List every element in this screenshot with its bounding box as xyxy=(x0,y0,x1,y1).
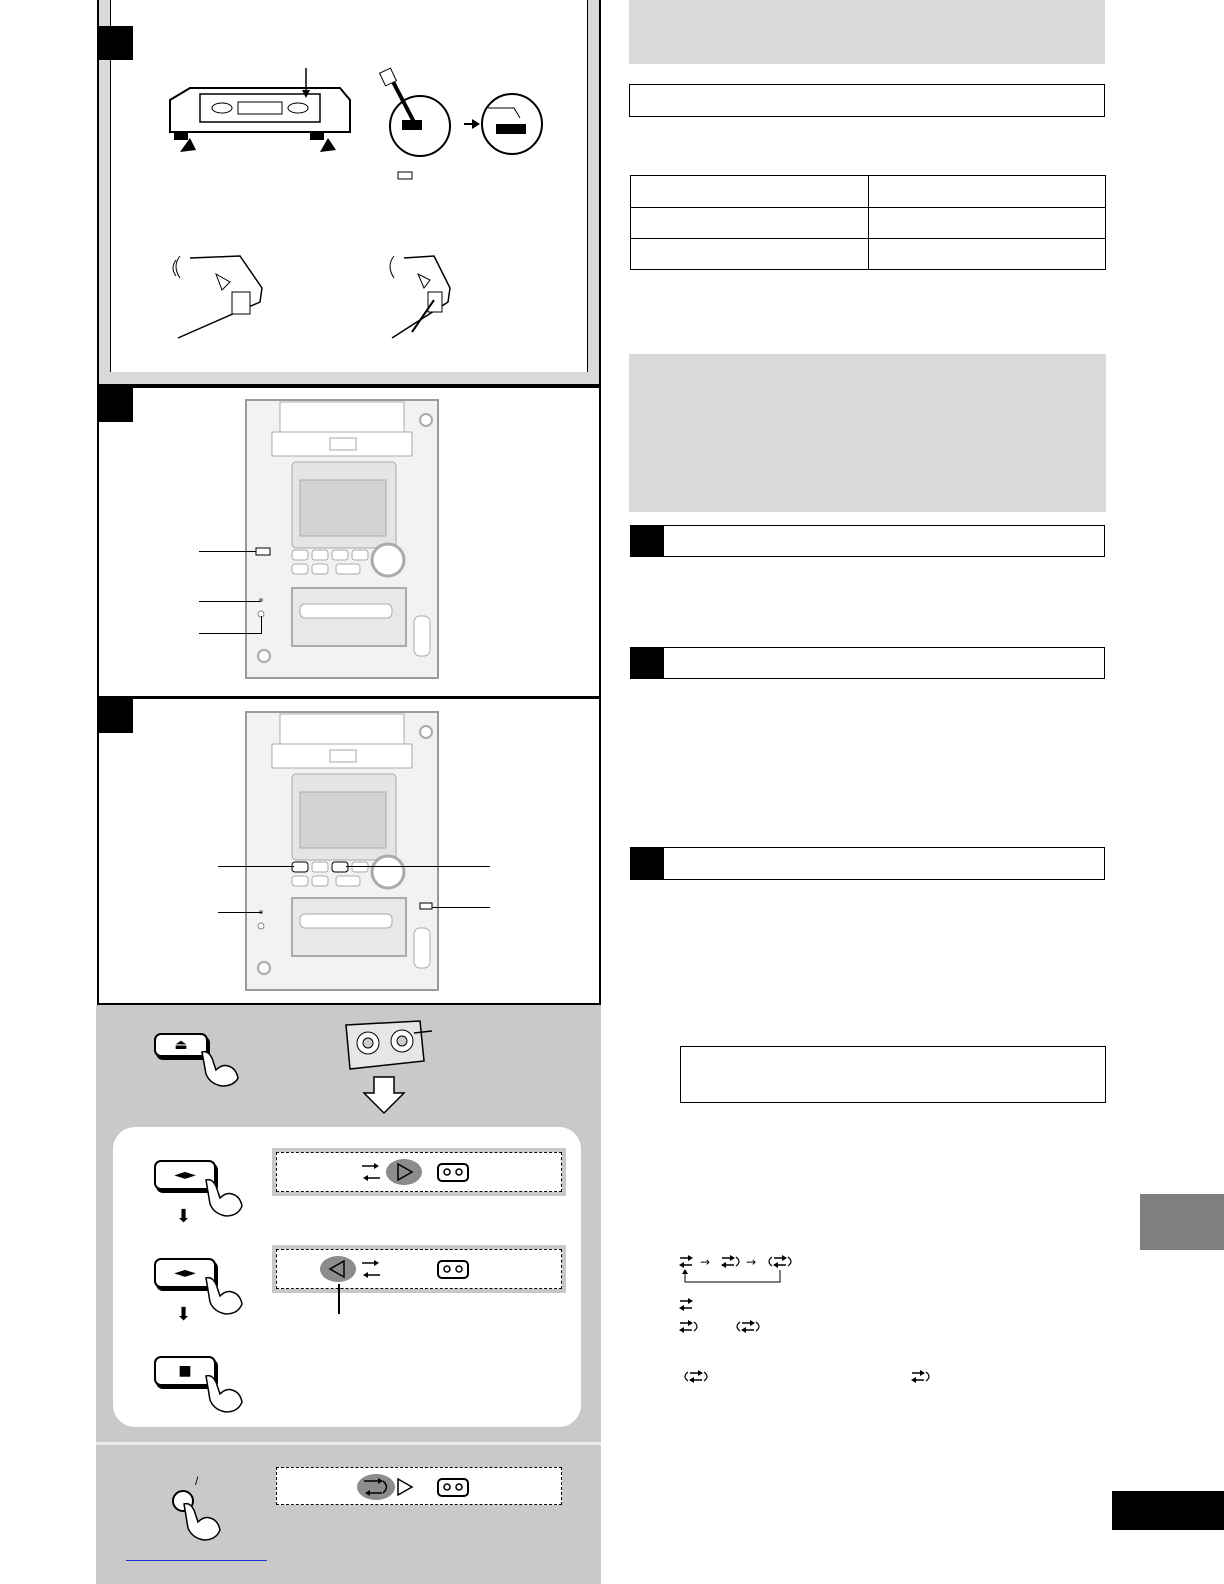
table-cell xyxy=(631,239,869,270)
side-section-tab[interactable] xyxy=(1140,1194,1224,1250)
pointer-line-c-3 xyxy=(346,866,490,867)
direction-button-1[interactable]: ◄► xyxy=(154,1160,216,1190)
cassette-insert-illustration xyxy=(340,1017,450,1117)
table-cell xyxy=(868,208,1106,239)
page-number-tab xyxy=(1112,1491,1224,1530)
heading-box xyxy=(629,84,1105,117)
one-way-icon xyxy=(679,1255,693,1268)
section-header-3 xyxy=(630,847,1105,880)
spec-table xyxy=(630,175,1106,270)
tab-break-illustration xyxy=(380,68,550,188)
svg-text:→: → xyxy=(700,1255,711,1269)
down-arrow-icon: ⬇ xyxy=(176,1304,192,1325)
table-cell xyxy=(868,239,1106,270)
pointer-line-c-2 xyxy=(218,912,262,913)
stereo-unit-illustration-c xyxy=(200,710,450,994)
cassette-tabs-illustration xyxy=(160,60,360,160)
section-header-2 xyxy=(630,647,1105,679)
down-arrow-icon: ⬇ xyxy=(176,1206,192,1227)
tape-direction-icon xyxy=(318,1255,478,1283)
hand-press-icon xyxy=(198,1048,242,1088)
cassette-corner-left-illustration xyxy=(170,252,280,342)
table-cell xyxy=(631,208,869,239)
table-row xyxy=(631,208,1106,239)
section-marker xyxy=(630,525,664,557)
mode-sequence-diagram xyxy=(676,1252,956,1392)
info-block xyxy=(629,354,1106,512)
page-link[interactable] xyxy=(126,1560,267,1561)
section-marker xyxy=(630,647,664,679)
tape-direction-icon xyxy=(362,1160,472,1186)
table-cell xyxy=(868,176,1106,208)
panel-a-step-marker xyxy=(99,26,133,60)
display-reverse xyxy=(272,1245,566,1293)
display-mode xyxy=(272,1463,566,1509)
cassette-corner-right-illustration xyxy=(384,252,494,342)
pointer-line-b-1 xyxy=(199,551,256,552)
two-way-icon xyxy=(721,1255,739,1268)
hand-press-icon xyxy=(202,1274,246,1318)
note-box xyxy=(680,1046,1106,1103)
section-marker xyxy=(630,847,664,880)
panel-b-step-marker xyxy=(99,388,133,422)
svg-text:→: → xyxy=(746,1255,757,1269)
pointer-line-c-1 xyxy=(218,866,294,867)
tape-mode-icon xyxy=(356,1473,476,1501)
top-banner xyxy=(629,0,1105,64)
panel-c-step-marker xyxy=(99,699,133,733)
pointer-line-b-2 xyxy=(199,601,261,602)
table-row xyxy=(631,239,1106,270)
instruction-divider xyxy=(96,1442,601,1445)
eject-button[interactable]: ⏏ xyxy=(154,1033,208,1057)
stop-button[interactable]: ■ xyxy=(154,1356,216,1386)
hand-press-icon xyxy=(202,1372,246,1416)
mode-button-label: / xyxy=(195,1474,199,1488)
pointer-line-b-3v xyxy=(261,616,262,634)
hand-press-icon xyxy=(180,1500,224,1544)
table-cell xyxy=(631,176,869,208)
display-forward xyxy=(272,1148,566,1196)
pointer-line-c-4 xyxy=(432,907,490,908)
stereo-unit-illustration-b xyxy=(200,398,450,682)
hand-press-icon xyxy=(202,1176,246,1220)
callout-line xyxy=(338,1284,340,1314)
pointer-line-b-3 xyxy=(199,633,261,634)
direction-button-2[interactable]: ◄► xyxy=(154,1258,216,1288)
table-row xyxy=(631,176,1106,208)
continuous-icon xyxy=(769,1255,791,1268)
section-header-1 xyxy=(630,525,1105,557)
